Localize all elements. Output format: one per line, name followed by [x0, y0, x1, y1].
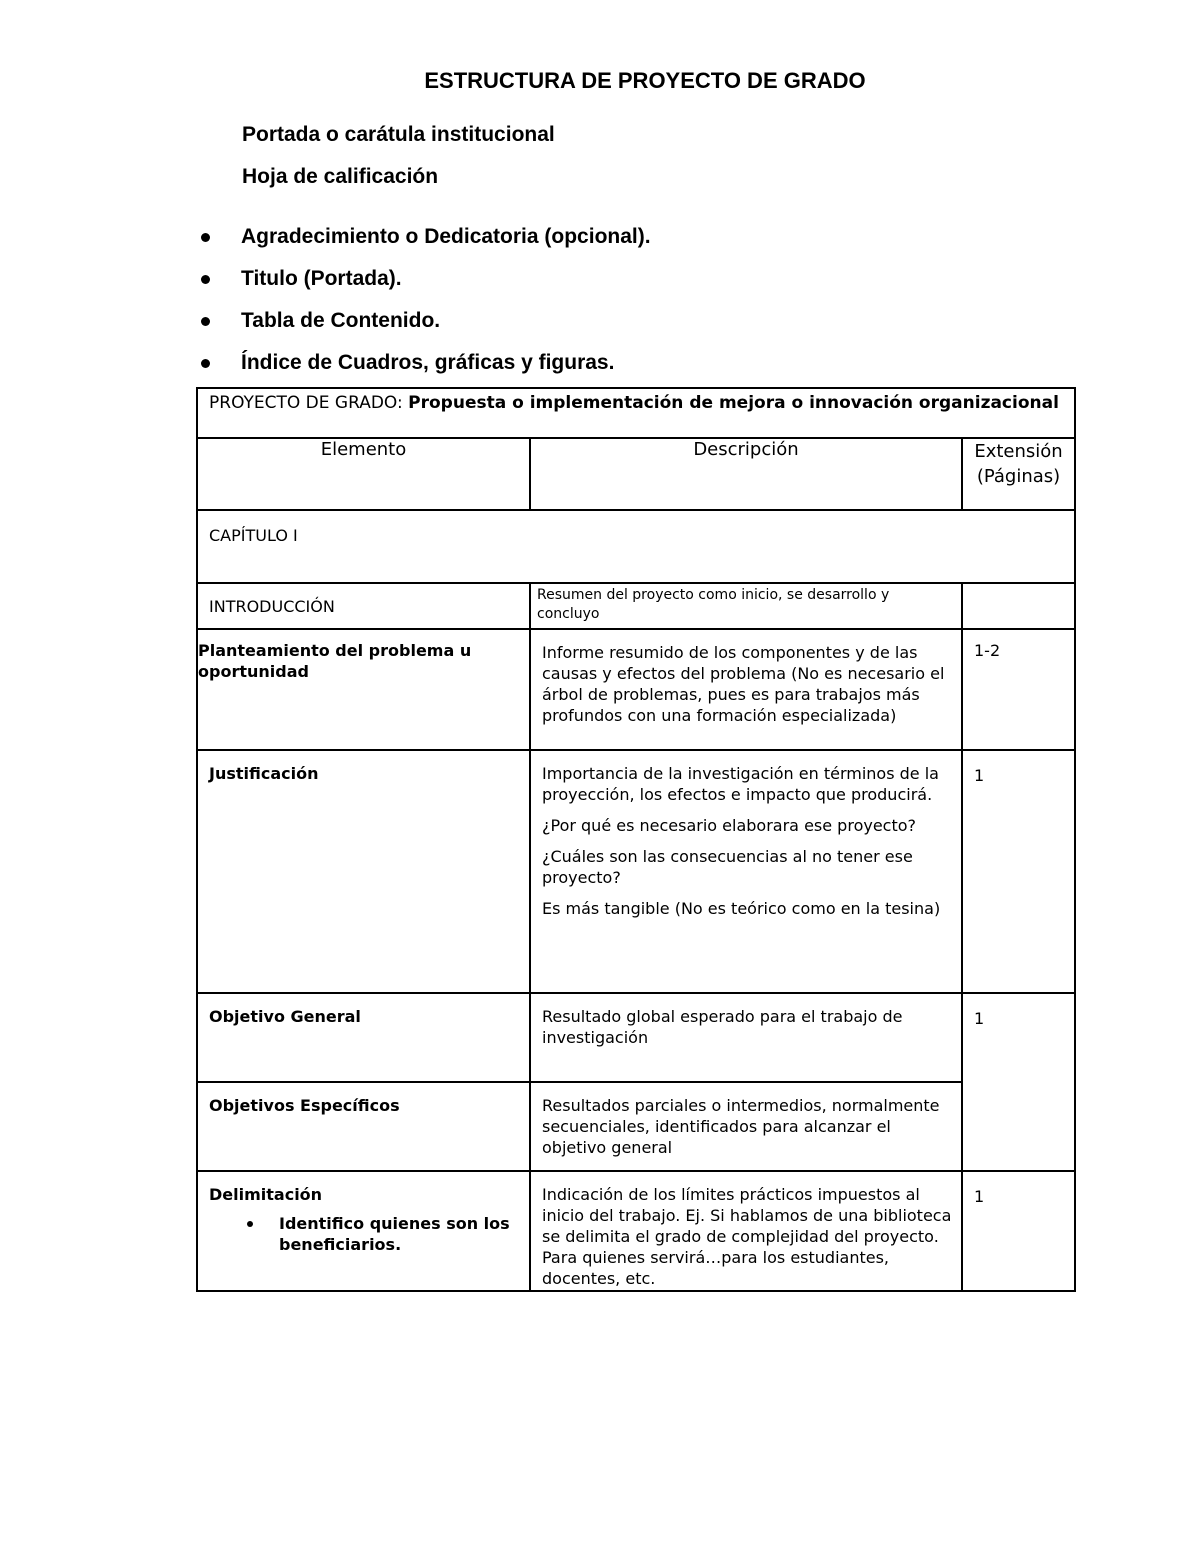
delimitation-sub-list: [209, 1213, 521, 1255]
table-row: [197, 1082, 1075, 1171]
list-item: Agradecimiento o Dedicatoria (opcional).: [0, 222, 651, 264]
list-item: Índice de Cuadros, gráficas y figuras.: [0, 348, 651, 390]
bullet-icon: [201, 317, 210, 326]
cover-page-line: Portada o carátula institucional: [242, 123, 555, 146]
row-element: Objetivo General: [209, 1007, 361, 1026]
header-extension: Extensión (Páginas): [962, 438, 1075, 510]
table-row: [197, 583, 1075, 629]
structure-table: [196, 387, 1076, 1292]
header-descripcion: Descripción: [530, 438, 962, 510]
bullet-icon: [201, 275, 210, 284]
front-matter-list: [0, 222, 651, 390]
bullet-icon: [201, 359, 210, 368]
row-description: Resultados parciales o intermedios, normalmente secuenciales, identificados para alcanzar el objetivo general: [542, 1096, 940, 1157]
row-description: Resultado global esperado para el trabajo de investigación: [542, 1007, 903, 1047]
bullet-icon: [201, 233, 210, 242]
list-item: Titulo (Portada).: [0, 264, 651, 306]
row-extension: 1: [974, 1009, 985, 1028]
chapter-row: [197, 510, 1075, 583]
table-row: [197, 993, 1075, 1082]
document-title: ESTRUCTURA DE PROYECTO DE GRADO: [424, 68, 866, 93]
row-element: Delimitación: [209, 1185, 323, 1204]
row-extension: [963, 584, 1074, 594]
table-row: [197, 629, 1075, 750]
row-extension: 1: [974, 1187, 985, 1206]
row-description: Resumen del proyecto como inicio, se desarrollo y concluyo: [537, 587, 890, 622]
chapter-label: CAPÍTULO I: [209, 526, 298, 545]
bullet-icon: [247, 1221, 253, 1227]
row-element: Objetivos Específicos: [209, 1096, 400, 1115]
table-row: [197, 750, 1075, 993]
row-extension: 1: [974, 766, 985, 785]
row-description: Informe resumido de los componentes y de las causas y efectos del problema (No es necesario el árbol de problemas, pues es para trabajos más profundos con una formación especializada): [542, 643, 945, 725]
row-element: INTRODUCCIÓN: [209, 596, 335, 616]
row-description: Importancia de la investigación en términos de la proyección, los efectos e impacto que producirá. ¿Por qué es necesario elaborara ese proyecto? ¿Cuáles son las consecuencias al no tener ese proyecto? Es más tangible (No es teórico como en la tesina): [542, 764, 941, 918]
table-row: [197, 1171, 1075, 1291]
row-extension: 1-2: [974, 641, 1001, 660]
header-elemento: Elemento: [197, 438, 530, 510]
row-description: Indicación de los límites prácticos impuestos al inicio del trabajo. Ej. Si hablamos de una biblioteca se delimita el grado de complejidad del proyecto. Para quienes servirá…para los estudiantes, docentes, etc.: [542, 1185, 952, 1288]
row-element: Justificación: [209, 764, 319, 783]
table-caption: PROYECTO DE GRADO: Propuesta o implementación de mejora o innovación organizacional: [209, 393, 1059, 413]
grading-sheet-line: Hoja de calificación: [242, 165, 439, 188]
row-element: Planteamiento del problema u oportunidad: [198, 641, 472, 681]
list-item: Identifico quienes son los beneficiarios.: [209, 1213, 521, 1255]
table-header-row: [197, 438, 1075, 510]
table-caption-row: [197, 388, 1075, 438]
list-item: Tabla de Contenido.: [0, 306, 651, 348]
